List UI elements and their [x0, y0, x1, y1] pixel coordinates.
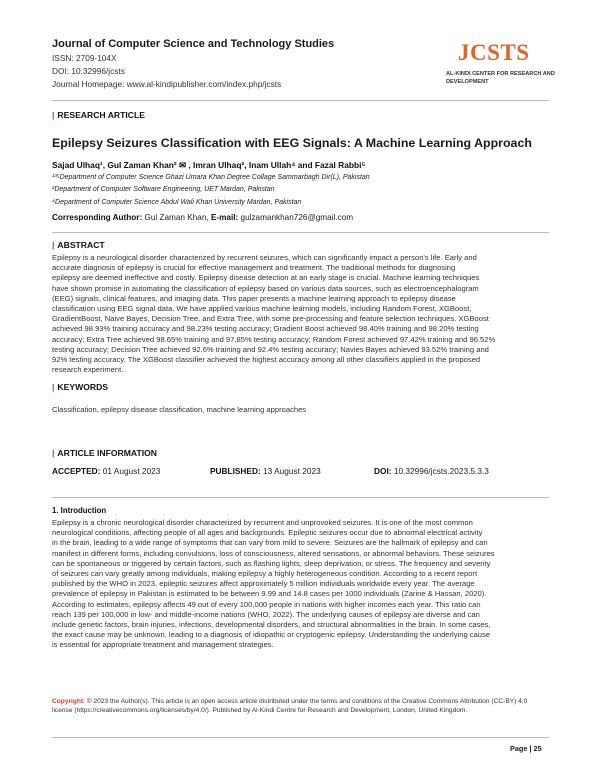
abstract-line: achieved 98.93% training accuracy and 98.23% testing accuracy; Gradient Boost achieved 98.40% training and 98.20% testing	[52, 324, 479, 334]
paper-title: Epilepsy Seizures Classification with EEG Signals: A Machine Learning Approach	[52, 136, 532, 150]
email-address[interactable]: gulzamankhan726@gmail.com	[240, 213, 354, 222]
copyright-notice	[52, 697, 549, 716]
keywords-heading-label: KEYWORDS	[57, 382, 109, 392]
journal-name: Journal of Computer Science and Technology Studies	[52, 38, 335, 50]
authors: Sajad Ulhaq¹, Gul Zaman Khan² ✉ , Imran Ulhaq³, Inam Ullah⁴ and Fazal Rabbi⁵	[52, 160, 366, 170]
intro-line: include genetic factors, brain injuries, infections, developmental disorders, and structural abnormalities in the brain. In some cases,	[52, 620, 491, 630]
accepted-date	[52, 466, 160, 476]
published-date	[210, 466, 321, 476]
abstract-line: research experiment.	[52, 365, 124, 375]
abstract-line: classification using EEG signal data. We have applied various machine learning models, including Random Forest, XGBoost,	[52, 304, 472, 314]
abstract-line: have shown promise in automating the classification of epilepsy based on various data sources, such as electroencephalogram	[52, 283, 479, 293]
abstract-heading: | ABSTRACT	[52, 240, 105, 250]
intro-line: can be spontaneous or triggered by certain factors, such as flashing lights, sleep deprivation, or stress. The frequency and severity	[52, 558, 491, 568]
published-label: PUBLISHED:	[210, 466, 261, 476]
intro-line: of seizures can vary greatly among individuals, making epilepsy a highly heterogeneous condition. According to a recent report	[52, 569, 478, 579]
intro-line: the exact cause may be unknown, leading to a diagnosis of idiopathic or cryptogenic epilepsy. Understanding the underlying cause	[52, 630, 491, 640]
abstract-heading-label: ABSTRACT	[57, 240, 105, 250]
affiliation-3: ⁴Department of Computer Science Abdul Wali Khan University Mardan, Pakistan	[52, 199, 302, 206]
article-doi	[374, 466, 489, 476]
intro-line: is essential for appropriate treatment and management strategies.	[52, 640, 274, 650]
intro-divider	[52, 497, 549, 498]
abstract-line: testing accuracy; Decision Tree achieved 92.6% training and 92.4% testing accuracy; Navies Bayes achieved 93.52% training and	[52, 344, 489, 354]
keywords-heading: | KEYWORDS	[52, 382, 109, 392]
intro-line: neurological conditions, affecting people of all ages and backgrounds. Epileptic seizures occur due to abnormal electrical activity	[52, 528, 483, 538]
email-label: E-mail:	[210, 213, 239, 222]
article-info-heading-label: ARTICLE INFORMATION	[57, 448, 158, 458]
article-type: | RESEARCH ARTICLE	[52, 110, 145, 120]
intro-heading: 1. Introduction	[52, 506, 107, 515]
intro-line: reach 139 per 100,000 in low- and middle-income nations (WHO, 2022). The underlying causes of epilepsy are diverse and can	[52, 609, 480, 619]
corresponding-label: Corresponding Author:	[52, 213, 143, 222]
abstract-line: GradientBoost, Naive Bayes, Decision Tree, and Extra Tree, with some pre-processing and feature selection techniques. XGBoost	[52, 314, 489, 324]
accepted-value: 01 August 2023	[102, 466, 161, 476]
journal-doi: DOI: 10.32996/jcsts	[52, 66, 125, 76]
corresponding-author	[52, 213, 353, 222]
doi-label: DOI:	[374, 466, 392, 476]
published-value: 13 August 2023	[263, 466, 321, 476]
intro-line: Epilepsy is a chronic neurological disorder characterized by recurrent and unprovoked seizures. It is one of the most common	[52, 518, 473, 527]
abstract-line: Epilepsy is a neurological disorder characterized by recurrent seizures, which can significantly impact a person's life. Early and	[52, 253, 477, 262]
intro-line: in the brain, leading to a wide range of symptoms that can vary from mild to severe. Seizures are the hallmark of epilepsy and can	[52, 538, 488, 548]
intro-body	[52, 518, 549, 651]
keywords-text: Classification, epilepsy disease classification, machine learning approaches	[52, 405, 307, 414]
article-type-label: RESEARCH ARTICLE	[57, 110, 145, 120]
abstract-body	[52, 253, 549, 375]
logo-subtitle: AL-KINDI CENTER FOR RESEARCH AND DEVELOPMENT	[446, 71, 555, 85]
abstract-line: 92% testing accuracy. The XGBoost classifier achieved the highest accuracy among all other classifiers applied in the proposed	[52, 355, 481, 365]
abstract-line: (EEG) signals, clinical features, and imaging data. This paper presents a machine learning approach to epilepsy disease	[52, 293, 456, 303]
journal-homepage[interactable]: Journal Homepage: www.al-kindipublisher.com/index.php/jcsts	[52, 79, 282, 89]
article-info-heading: | ARTICLE INFORMATION	[52, 448, 158, 458]
copyright-text: : © 2023 the Author(s). This article is an open access article distributed under the terms and conditions of the Creative Commons Attribution (CC-BY) 4.0 license (https://creativecommons.org/licenses/by/4.0/). Published by Al-Kindi Centre for Research and Development, London, United Kingdom.	[52, 698, 528, 715]
journal-issn: ISSN: 2709-104X	[52, 53, 117, 63]
abstract-divider	[52, 232, 549, 233]
copyright-label: Copyright	[52, 698, 84, 705]
doi-value[interactable]: 10.32996/jcsts.2023.5.3.3	[393, 466, 489, 476]
intro-line: published by the WHO in 2023, epileptic seizures affect approximately 5 million individuals worldwide every year. The average	[52, 579, 475, 589]
affiliation-1: ¹³⁵Department of Computer Science Ghazi Umara Khan Degree Collage Sammarbagh Dir(L), Pakistan	[52, 174, 370, 181]
intro-line: prevalence of epilepsy in Pakistan is estimated to be between 9.99 and 14.8 cases per 1000 individuals (Zarine & Hassan, 2020).	[52, 589, 487, 599]
accepted-label: ACCEPTED:	[52, 466, 101, 476]
jcsts-logo: JCSTS	[458, 40, 530, 65]
header-divider	[52, 100, 549, 101]
corresponding-name: Gul Zaman Khan,	[144, 213, 209, 222]
abstract-line: epilepsy are deemed ineffective and costly. Epilepsy disease detection at an early stage is crucial. Machine learning techniques	[52, 273, 480, 283]
intro-line: manifest in different forms, including convulsions, loss of consciousness, altered sensations, or abnormal behaviors. These seizures	[52, 548, 495, 558]
intro-line: According to estimates, epilepsy affects 49 out of every 100,000 people in nations with higher incomes each year. This ratio can	[52, 599, 481, 609]
affiliation-2: ²Department of Computer Software Engineering, UET Mardan, Pakistan	[52, 186, 275, 193]
abstract-line: accurate diagnosis of epilepsy is crucial for effective management and treatment. The traditional methods for diagnosing	[52, 263, 456, 273]
abstract-line: accuracy; Extra Tree achieved 98.65% training and 97.85% testing accuracy; Random Forest achieved 97.42% training and 96.52%	[52, 334, 496, 344]
page-number: Page | 25	[510, 744, 542, 753]
footer-divider	[52, 737, 549, 738]
